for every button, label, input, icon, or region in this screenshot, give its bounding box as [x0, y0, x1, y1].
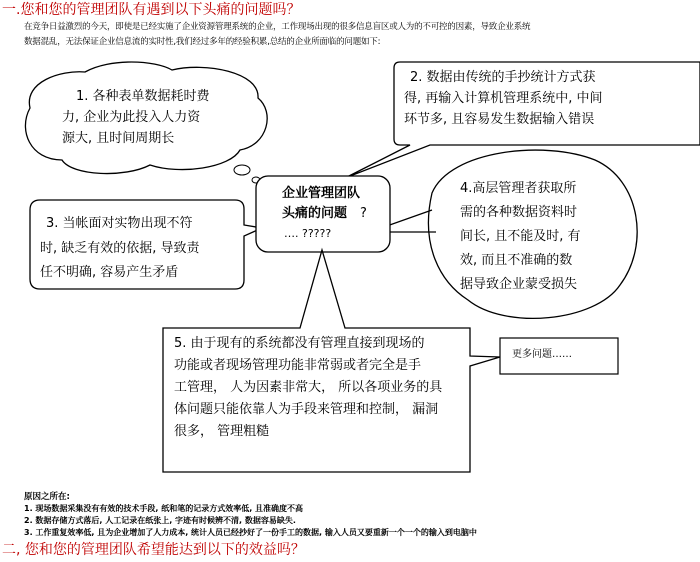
intro-line-2: 数据混乱，无法保证企业信息流的实时性,我们经过多年的经验积累,总结的企业所面临的问题如下:	[24, 37, 381, 47]
center-title-line-2: 头痛的问题	[282, 206, 348, 221]
bubble-3-line-1: 3. 当帐面对实物出现不符	[46, 216, 193, 231]
bubble-4-line-3: 间长, 且不能及时, 有	[460, 229, 581, 244]
bubble-2-line-2: 得, 再输入计算机管理系统中, 中间	[404, 91, 603, 106]
center-title-line-1: 企业管理团队	[282, 186, 361, 201]
bubble-1-dot-1	[234, 165, 250, 175]
heading-1: 一.您和您的管理团队有遇到以下头痛的问题吗？	[2, 2, 301, 18]
bubble-3-line-3: 任不明确, 容易产生矛盾	[40, 265, 179, 280]
bubble-1-line-3: 源大, 且时间周期长	[62, 131, 175, 146]
bubble-2-line-3: 环节多, 且容易发生数据输入错误	[404, 112, 595, 127]
box-5-line-2: 功能或者现场管理功能非常弱或者完全是手	[174, 358, 422, 373]
bubble-4-line-1: 4.高层管理者获取所	[460, 181, 577, 196]
bubble-3-line-2: 时, 缺乏有效的依据, 导致责	[40, 241, 200, 256]
box-5-line-5: 很多， 管理粗糙	[174, 424, 270, 439]
reasons-title: 原因之所在:	[24, 492, 70, 502]
box-5-line-1: 5. 由于现有的系统都没有管理直接到现场的	[174, 336, 425, 351]
heading-2: 二, 您和您的管理团队希望能达到以下的效益吗？	[2, 542, 305, 558]
reason-2: 2. 数据存储方式落后, 人工记录在纸张上, 字迹有时候辨不清, 数据容易缺失.	[24, 516, 296, 525]
box-5-line-3: 工管理， 人为因素非常大， 所以各项业务的具	[174, 380, 443, 395]
bubble-1-line-2: 力, 企业为此投入人力资	[62, 110, 201, 125]
reason-3: 3. 工作重复效率低, 且为企业增加了人力成本, 统计人员已经抄好了一份手工的数据, 输入人员又要重新一个一个的输入到电脑中	[24, 528, 477, 537]
box-5-line-4: 体问题只能依靠人为手段来管理和控制， 漏洞	[174, 402, 439, 417]
more-problems-label: 更多问题……	[512, 349, 572, 360]
center-question-mark: ?	[360, 206, 367, 221]
bubble-4-line-2: 需的各种数据资料时	[460, 205, 578, 220]
bubble-2-line-1: 2. 数据由传统的手抄统计方式获	[410, 70, 596, 85]
bubble-4-line-5: 据导致企业蒙受损失	[460, 277, 578, 292]
bubble-1-line-1: 1. 各种表单数据耗时费	[76, 89, 210, 104]
reason-1: 1. 现场数据采集没有有效的技术手段, 纸和笔的记录方式效率低, 且准确度不高	[24, 504, 304, 513]
intro-line-1: 在竞争日益激烈的今天，即使是已经实施了企业资源管理系统的企业，工作现场出现的很多信息盲区或人为的不可控的因素，导致企业系统	[24, 22, 531, 32]
center-sub: …. ?????	[284, 227, 332, 240]
bubble-4-line-4: 效, 而且不准确的数	[460, 253, 573, 268]
